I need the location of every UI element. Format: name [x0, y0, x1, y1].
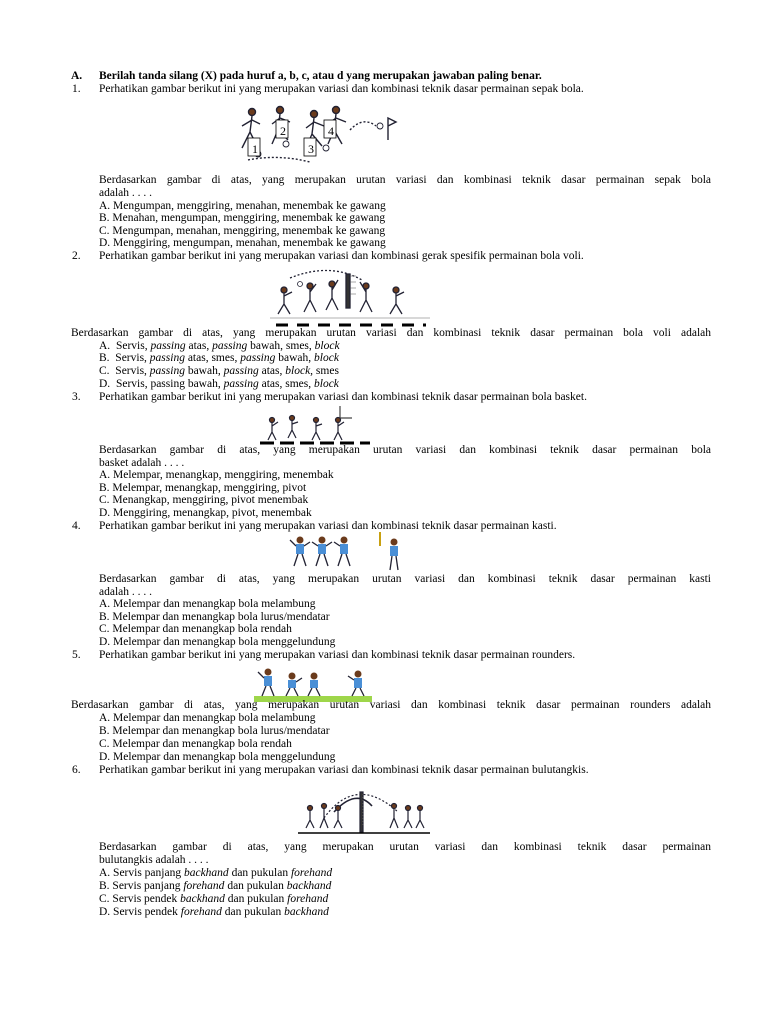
answer-option[interactable]: D. Menggiring, menangkap, pivot, menembak — [99, 507, 312, 519]
option-text-italic: passing — [149, 352, 185, 364]
option-text-italic: backhand — [286, 880, 332, 892]
option-text: dan pukulan — [224, 893, 288, 905]
option-text: atas, — [258, 365, 286, 377]
option-text: D. Servis pendek — [99, 906, 181, 918]
option-letter: B. — [99, 352, 110, 364]
question-number: 5. — [72, 649, 81, 661]
figure-label: 1 — [252, 142, 258, 156]
option-text-italic: backhand — [284, 906, 329, 918]
answer-option[interactable]: D. Menggiring, mengumpan, menahan, menembak ke gawang — [99, 237, 386, 249]
answer-option[interactable] — [99, 906, 329, 919]
question-prompt: Perhatikan gambar berikut ini yang merupakan variasi dan kombinasi teknik dasar permainan kasti. — [99, 520, 557, 532]
option-text-italic: forehand — [183, 880, 225, 892]
option-text-italic: forehand — [180, 906, 222, 918]
option-letter: D. — [99, 378, 111, 390]
option-text: bawah, — [275, 352, 315, 364]
question-text: adalah . . . . — [99, 586, 153, 598]
badminton-figure — [298, 778, 430, 836]
question-text: bulutangkis adalah . . . . — [99, 854, 209, 866]
answer-option[interactable]: B. Melempar dan menangkap bola lurus/mendatar — [99, 611, 330, 623]
question-text: basket adalah . . . . — [99, 457, 185, 469]
question-number: 2. — [72, 250, 81, 262]
option-text: atas, smes, — [258, 378, 314, 390]
option-letter: A. — [99, 340, 111, 352]
question-number: 4. — [72, 520, 81, 532]
kasti-figure — [286, 532, 410, 572]
option-text: Servis, — [115, 365, 150, 377]
question-prompt: Perhatikan gambar berikut ini yang merupakan variasi dan kombinasi teknik dasar permainan bola basket. — [99, 391, 587, 403]
option-text: Servis, passing bawah, — [115, 378, 224, 390]
answer-option[interactable]: A. Melempar dan menangkap bola melambung — [99, 598, 316, 610]
option-text-italic: passing — [240, 352, 276, 364]
option-text: C. Servis pendek — [99, 893, 181, 905]
answer-option[interactable] — [99, 378, 339, 391]
question-number: 6. — [72, 764, 81, 776]
answer-option[interactable] — [99, 880, 331, 893]
option-text: smes — [313, 365, 339, 377]
option-text-italic: block — [314, 378, 339, 390]
answer-option[interactable] — [99, 352, 339, 365]
answer-option[interactable]: D. Melempar dan menangkap bola menggelundung — [99, 636, 336, 648]
answer-option[interactable]: D. Melempar dan menangkap bola menggelundung — [99, 751, 336, 763]
option-text-italic: block, — [285, 365, 314, 377]
option-text: A. Servis panjang — [99, 867, 184, 879]
corner-flag-icon — [388, 118, 396, 140]
answer-option[interactable]: C. Melempar dan menangkap bola rendah — [99, 738, 292, 750]
figure-label: 4 — [328, 124, 334, 138]
question-text: Berdasarkan gambar di atas, yang merupakan urutan variasi dan kombinasi teknik dasar permainan — [99, 841, 711, 853]
option-text-italic: passing — [223, 365, 259, 377]
question-text: Berdasarkan gambar di atas, yang merupakan urutan variasi dan kombinasi teknik dasar permainan kasti — [99, 573, 711, 585]
answer-option[interactable]: A. Melempar, menangkap, menggiring, menembak — [99, 469, 334, 481]
answer-option[interactable] — [99, 893, 328, 906]
answer-option[interactable]: B. Melempar, menangkap, menggiring, pivot — [99, 482, 307, 494]
question-text: Berdasarkan gambar di atas, yang merupakan urutan variasi dan kombinasi teknik dasar permainan bola voli adalah — [71, 327, 711, 339]
answer-option[interactable]: B. Melempar dan menangkap bola lurus/mendatar — [99, 725, 330, 737]
ball-path — [350, 122, 376, 130]
option-text: dan pukulan — [221, 906, 285, 918]
answer-option[interactable]: C. Melempar dan menangkap bola rendah — [99, 623, 292, 635]
figure-label: 3 — [308, 142, 314, 156]
question-prompt: Perhatikan gambar berikut ini yang merupakan variasi dan kombinasi gerak spesifik permainan bola voli. — [99, 250, 584, 262]
option-text: Servis, — [115, 340, 151, 352]
option-text-italic: forehand — [287, 893, 329, 905]
option-text: bawah, — [184, 365, 224, 377]
option-text: dan pukulan — [224, 880, 287, 892]
option-text-italic: block — [314, 340, 340, 352]
volleyball-figure — [270, 268, 430, 330]
option-text-italic: forehand — [290, 867, 333, 879]
option-text-italic: passing — [223, 378, 259, 390]
option-text: Servis, — [115, 352, 150, 364]
player-head — [249, 109, 256, 116]
option-text: dan pukulan — [228, 867, 291, 879]
option-text-italic: backhand — [180, 893, 225, 905]
question-prompt: Perhatikan gambar berikut ini yang merupakan variasi dan kombinasi teknik dasar permainan bulutangkis. — [99, 764, 589, 776]
instruction-text: Berilah tanda silang (X) pada huruf a, b, c, atau d yang merupakan jawaban paling benar. — [99, 70, 542, 82]
figure-label: 2 — [280, 124, 286, 138]
answer-option[interactable] — [99, 867, 332, 880]
answer-option[interactable]: A. Mengumpan, menggiring, menahan, menembak ke gawang — [99, 200, 386, 212]
option-text-italic: passing — [149, 365, 185, 377]
basketball-figure — [258, 404, 374, 446]
option-text-italic: passing — [150, 340, 186, 352]
question-number: 3. — [72, 391, 81, 403]
option-text: atas, smes, — [184, 352, 241, 364]
option-text-italic: backhand — [183, 867, 229, 879]
question-number: 1. — [72, 83, 81, 95]
question-text: Berdasarkan gambar di atas, yang merupakan urutan variasi dan kombinasi teknik dasar permainan bola — [99, 444, 711, 456]
option-letter: C. — [99, 365, 110, 377]
instruction-letter: A. — [71, 70, 83, 82]
option-text-italic: passing — [212, 340, 248, 352]
question-prompt: Perhatikan gambar berikut ini yang merupakan variasi dan kombinasi teknik dasar permainan rounders. — [99, 649, 576, 661]
option-text: atas, — [185, 340, 213, 352]
answer-option[interactable]: A. Melempar dan menangkap bola melambung — [99, 712, 316, 724]
question-prompt: Perhatikan gambar berikut ini yang merupakan variasi dan kombinasi teknik dasar permainan sepak bola. — [99, 83, 584, 95]
option-text-italic: block — [314, 352, 339, 364]
answer-option[interactable]: C. Menangkap, menggiring, pivot menembak — [99, 494, 309, 506]
question-text: adalah . . . . — [99, 187, 153, 199]
option-text: bawah, smes, — [247, 340, 315, 352]
rounders-figure — [252, 664, 376, 704]
answer-option[interactable]: B. Menahan, mengumpan, menggiring, menembak ke gawang — [99, 212, 386, 224]
answer-option[interactable] — [99, 365, 339, 378]
answer-option[interactable]: C. Mengumpan, menahan, menggiring, menembak ke gawang — [99, 225, 386, 237]
soccer-figure — [228, 104, 400, 172]
question-text: Berdasarkan gambar di atas, yang merupakan urutan variasi dan kombinasi teknik dasar permainan sepak bola — [99, 174, 711, 186]
question-text: Berdasarkan gambar di atas, yang merupakan urutan variasi dan kombinasi teknik dasar permainan rounders adalah — [71, 699, 711, 711]
option-text: B. Servis panjang — [99, 880, 184, 892]
